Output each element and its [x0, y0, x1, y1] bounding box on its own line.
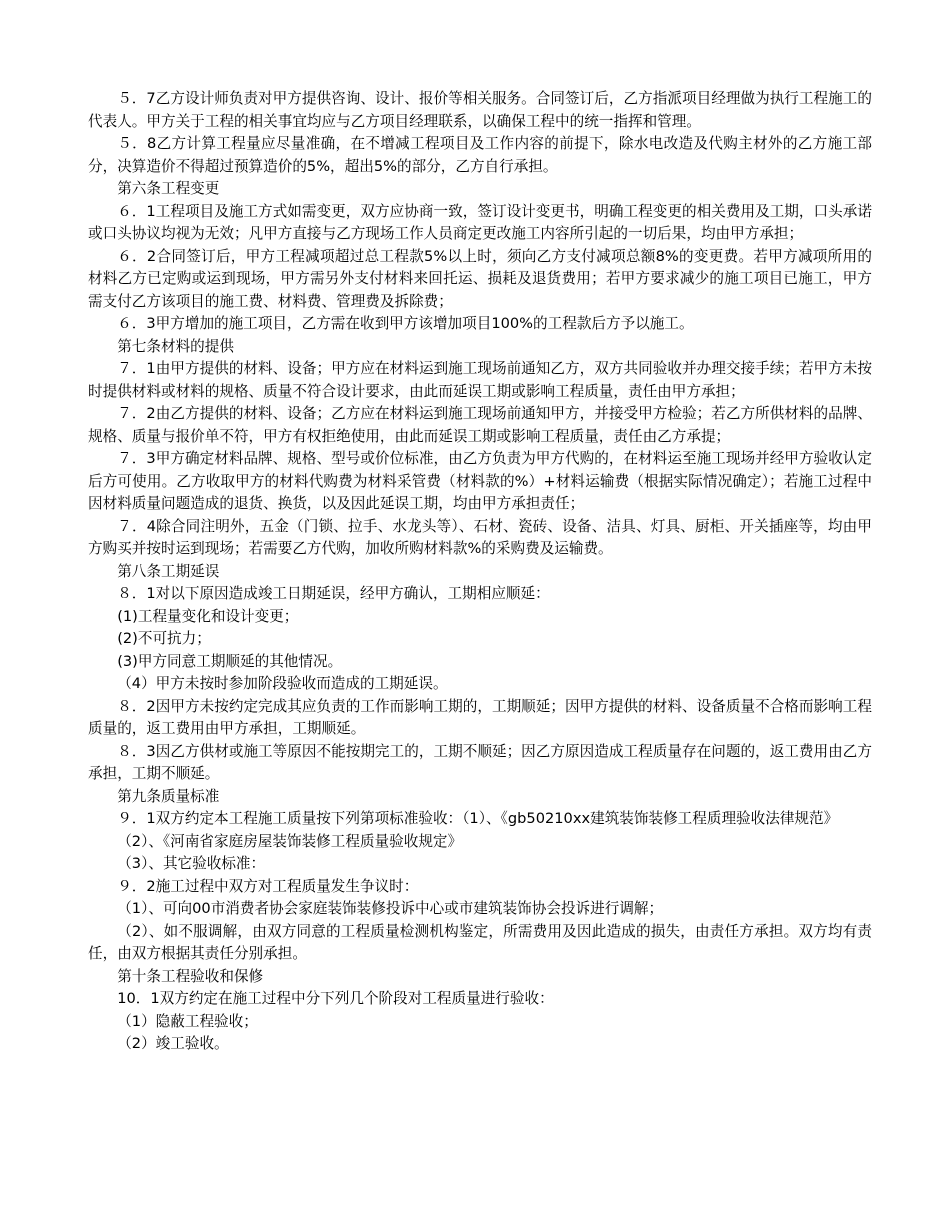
section-heading-8: 第八条工期延误: [117, 562, 220, 580]
clause-6-2: ６．2合同签订后，甲方工程减项超过总工程款5%以上时，须向乙方支付减项总额8%的变更费。若甲方减项所用的材料乙方已定购或运到现场，甲方需另外支付材料来回托运、损耗及退货费用；若甲方要求减少的施工项目已施工，甲方需支付乙方该项目的施工费、材料费、管理费及拆除费；: [88, 247, 872, 310]
section-heading-7: 第七条材料的提供: [117, 337, 234, 355]
clause-5-8: ５．8乙方计算工程量应尽量准确，在不增减工程项目及工作内容的前提下，除水电改造及代购主材外的乙方施工部分，决算造价不得超过预算造价的5%，超出5%的部分，乙方自行承担。: [88, 135, 872, 175]
clause-10-1: 10．1双方约定在施工过程中分下列几个阶段对工程质量进行验收：: [117, 990, 554, 1007]
clause-9-1: ９．1双方约定本工程施工质量按下列第项标准验收：（1）、《gb50210xx建筑装饰装修工程质理验收法律规范》: [117, 810, 839, 827]
list-item-9-2-2: （2）、如不服调解，由双方同意的工程质量检测机构鉴定，所需费用及因此造成的损失，由责任方承担。双方均有责任，由双方根据其责任分别承担。: [88, 922, 872, 962]
list-item-8-1-2: (2)不可抗力；: [117, 630, 211, 647]
clause-6-3: ６．3甲方增加的施工项目，乙方需在收到甲方该增加项目100%的工程款后方予以施工。: [117, 315, 694, 332]
clause-5-7: ５．7乙方设计师负责对甲方提供咨询、设计、报价等相关服务。合同签订后，乙方指派项目经理做为执行工程施工的代表人。甲方关于工程的相关事宜均应与乙方项目经理联系，以确保工程中的统一指挥和管理。: [88, 90, 872, 130]
list-item-9-1-3: （3）、其它验收标准：: [117, 855, 266, 872]
clause-8-2: ８．2因甲方未按约定完成其应负责的工作而影响工期的，工期顺延；因甲方提供的材料、设备质量不合格而影响工程质量的，返工费用由甲方承担，工期顺延。: [88, 697, 872, 737]
section-heading-10: 第十条工程验收和保修: [117, 967, 264, 985]
clause-8-3: ８．3因乙方供材或施工等原因不能按期完工的，工期不顺延；因乙方原因造成工程质量存在问题的，返工费用由乙方承担，工期不顺延。: [88, 742, 872, 782]
list-item-8-1-4: （4）甲方未按时参加阶段验收而造成的工期延误。: [117, 675, 448, 692]
clause-7-3: ７．3甲方确定材料品牌、规格、型号或价位标准，由乙方负责为甲方代购的，在材料运至施工现场并经甲方验收认定后方可使用。乙方收取甲方的材料代购费为材料采管费（材料款的%）+材料运输费（根据实际情况确定）；若施工过程中因材料质量问题造成的退货、换货，以及因此延误工期，均由甲方承担责任；: [88, 450, 872, 512]
list-item-10-1-1: （1）隐蔽工程验收；: [117, 1012, 258, 1030]
clause-7-1: ７．1由甲方提供的材料、设备；甲方应在材料运到施工现场前通知乙方，双方共同验收并办理交接手续；若甲方未按时提供材料或材料的规格、质量不符合设计要求，由此而延误工期或影响工程质量，责任由甲方承担；: [88, 360, 872, 400]
list-item-9-2-1: （1）、可向00市消费者协会家庭装饰装修投诉中心或市建筑装饰协会投诉进行调解；: [117, 900, 664, 917]
list-item-8-1-1: (1)工程量变化和设计变更；: [117, 607, 299, 625]
clause-6-1: ６．1工程项目及施工方式如需变更，双方应协商一致，签订设计变更书，明确工程变更的相关费用及工期，口头承诺或口头协议均视为无效；凡甲方直接与乙方现场工作人员商定更改施工内容所引起的一切后果，均由甲方承担；: [88, 202, 872, 242]
clause-8-1: ８．1对以下原因造成竣工日期延误，经甲方确认，工期相应顺延：: [117, 585, 550, 602]
list-item-8-1-3: (3)甲方同意工期顺延的其他情况。: [117, 652, 343, 670]
list-item-9-1-2: （2）、《河南省家庭房屋装饰装修工程质量验收规定》: [117, 832, 463, 850]
clause-7-4: ７．4除合同注明外，五金（门锁、拉手、水龙头等）、石材、瓷砖、设备、洁具、灯具、厨柜、开关插座等，均由甲方购买并按时运到现场；若需要乙方代购，加收所购材料款%的采购费及运输费。: [88, 517, 872, 557]
section-heading-9: 第九条质量标准: [117, 787, 220, 805]
list-item-10-1-2: （2）竣工验收。: [117, 1035, 229, 1052]
section-heading-6: 第六条工程变更: [117, 180, 220, 197]
clause-7-2: ７．2由乙方提供的材料、设备；乙方应在材料运到施工现场前通知甲方，并接受甲方检验；若乙方所供材料的品牌、规格、质量与报价单不符，甲方有权拒绝使用，由此而延误工期或影响工程质量，责任由乙方承提；: [88, 405, 872, 445]
document-body: [88, 88, 872, 1056]
clause-9-2: ９．2施工过程中双方对工程质量发生争议时：: [117, 877, 419, 895]
